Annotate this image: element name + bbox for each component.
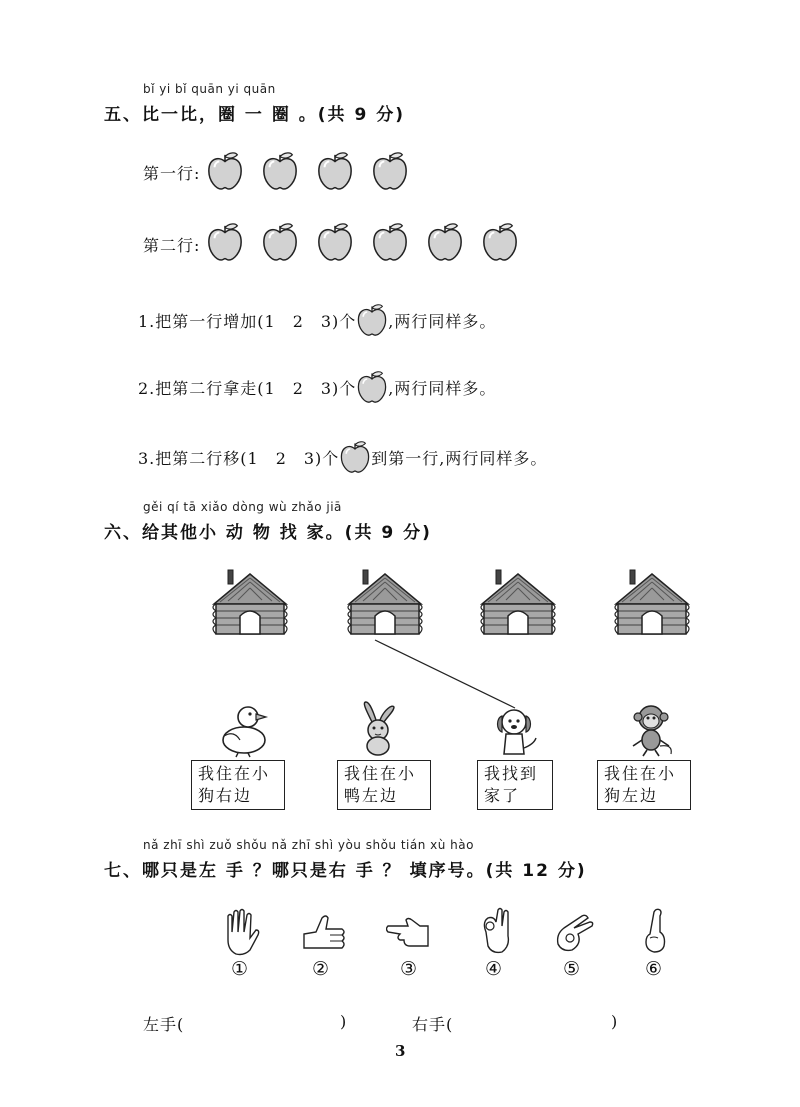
q2-prefix: 2.把第二行拿走(1 2 3)个 bbox=[138, 379, 357, 398]
q1-suffix: ,两行同样多。 bbox=[388, 312, 497, 331]
q1-prefix: 1.把第一行增加(1 2 3)个 bbox=[138, 312, 357, 331]
section7-pinyin: nǎ zhī shì zuǒ shǒu nǎ zhī shì yòu shǒu tián xù hào bbox=[143, 838, 474, 852]
left-hand-answer[interactable] bbox=[196, 1014, 336, 1032]
left-hand-label: 左手( bbox=[143, 1015, 185, 1034]
q2-suffix: ,两行同样多。 bbox=[388, 379, 497, 398]
label-line: 狗右边 bbox=[198, 786, 253, 805]
page-number: 3 bbox=[395, 1042, 406, 1060]
label-line: 我住在小 bbox=[604, 764, 677, 783]
right-hand-answer[interactable] bbox=[466, 1014, 606, 1032]
open-hand-icon bbox=[220, 908, 264, 958]
section6-pinyin: gěi qí tā xiǎo dòng wù zhǎo jiā bbox=[143, 500, 342, 514]
row1-label: 第一行: bbox=[143, 164, 201, 183]
hand-number: ⑤ bbox=[563, 958, 581, 980]
section6-title: 六、给其他小 动 物 找 家。(共 9 分) bbox=[104, 523, 432, 543]
q3-suffix: 到第一行,两行同样多。 bbox=[371, 449, 548, 468]
pointing-hand-icon bbox=[386, 912, 432, 952]
label-line: 我住在小 bbox=[344, 764, 417, 783]
section5-pinyin: bǐ yi bǐ quān yi quān bbox=[143, 82, 276, 96]
section7-title: 七、哪只是左 手 ？哪只是右 手 ？ 填序号。(共 12 分) bbox=[104, 861, 587, 881]
label-line: 鸭左边 bbox=[344, 786, 399, 805]
rabbit-icon bbox=[352, 700, 404, 758]
label-line: 狗左边 bbox=[604, 786, 659, 805]
index-finger-hand-icon bbox=[638, 906, 670, 956]
label-line: 我住在小 bbox=[198, 764, 271, 783]
duck-icon bbox=[218, 700, 270, 758]
row2-label: 第二行: bbox=[143, 236, 201, 255]
label-line: 我找到 bbox=[484, 764, 539, 783]
hand-number: ④ bbox=[485, 958, 503, 980]
hand-number: ① bbox=[231, 958, 249, 980]
label-line: 家了 bbox=[484, 786, 521, 805]
monkey-icon bbox=[625, 700, 677, 758]
dog-icon bbox=[490, 704, 542, 758]
right-hand-label: 右手( bbox=[412, 1015, 454, 1034]
ok-hand-icon bbox=[476, 906, 516, 956]
curled-hand-icon bbox=[552, 910, 598, 956]
section5-title: 五、比一比，圈 一 圈 。(共 9 分) bbox=[104, 105, 405, 125]
hand-number: ② bbox=[312, 958, 330, 980]
animal-label bbox=[477, 760, 553, 810]
animal-label bbox=[597, 760, 691, 810]
animal-label bbox=[337, 760, 431, 810]
animal-label bbox=[191, 760, 285, 810]
q3-prefix: 3.把第二行移(1 2 3)个 bbox=[138, 449, 340, 468]
thumb-hand-icon bbox=[300, 912, 350, 952]
hand-number: ③ bbox=[400, 958, 418, 980]
left-hand-close: ) bbox=[340, 1012, 348, 1031]
hand-number: ⑥ bbox=[645, 958, 663, 980]
right-hand-close: ) bbox=[611, 1012, 619, 1031]
